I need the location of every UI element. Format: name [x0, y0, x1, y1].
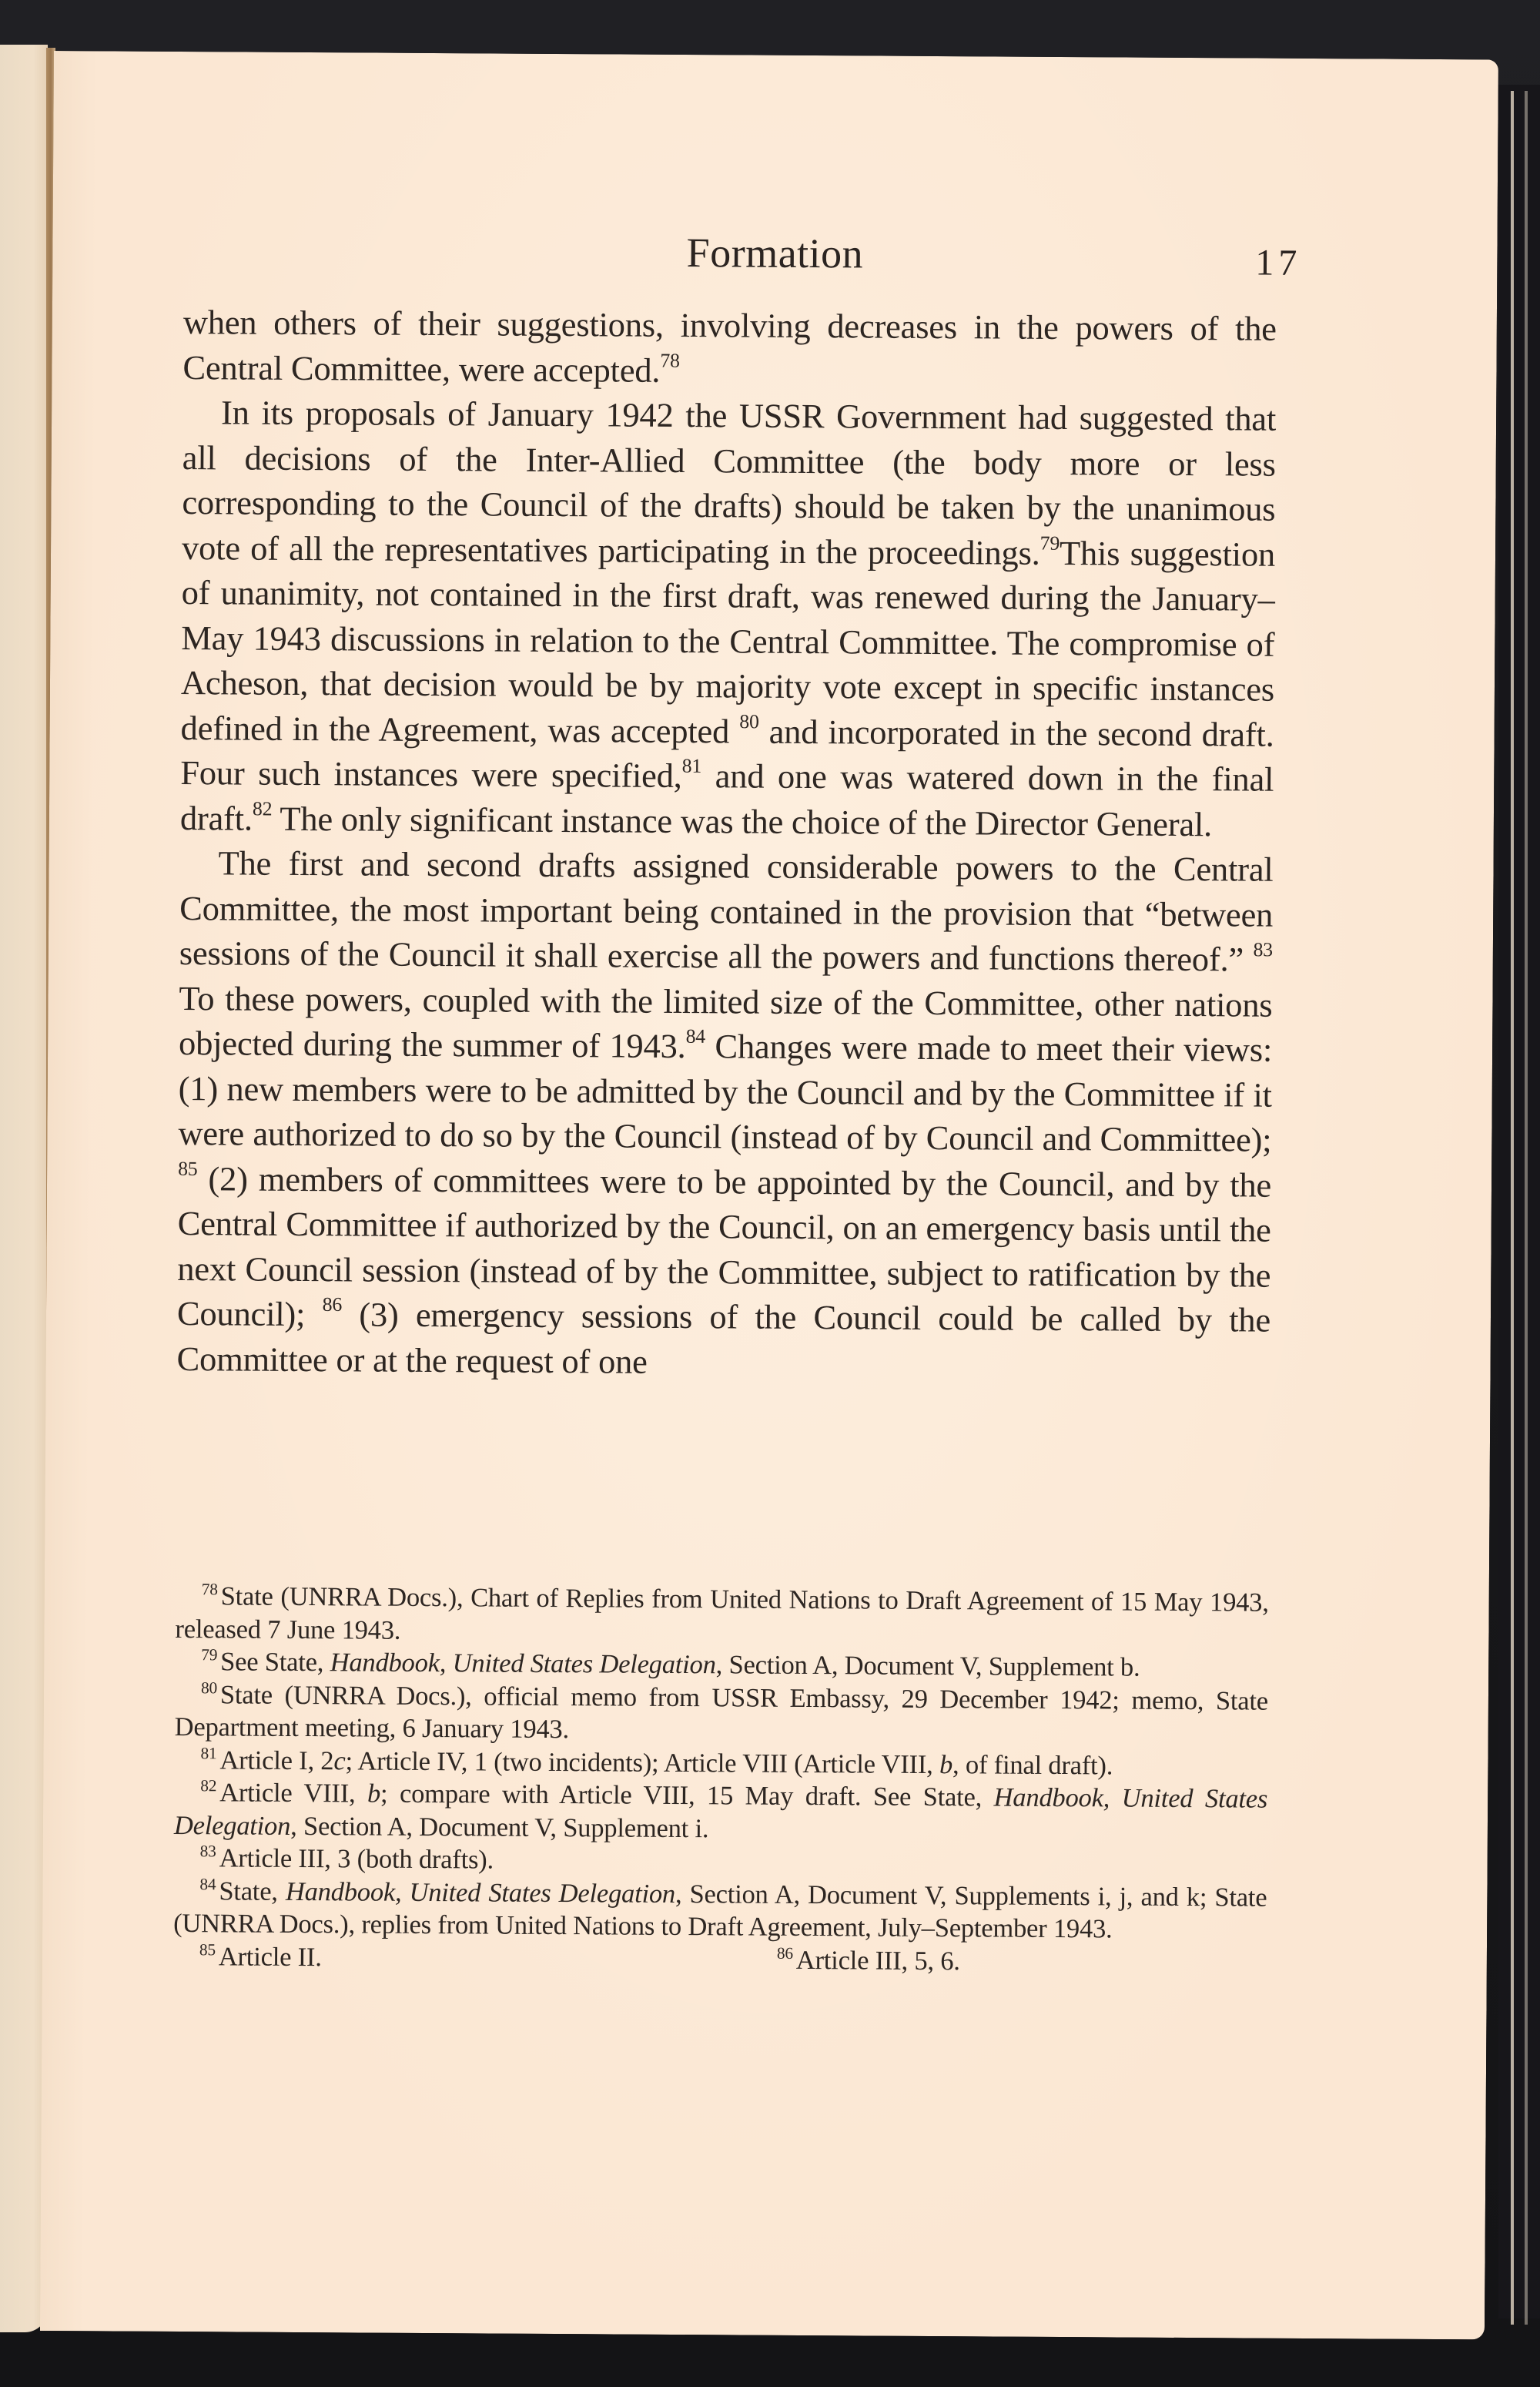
footnote-number: 79	[201, 1645, 218, 1665]
footnote-number: 84	[199, 1874, 216, 1894]
paragraph-text: In its proposals of January 1942 the USSR Government had suggested that all decisions of the Inter-Allied Committee (the body more or less corresponding to the Council of the drafts) should be taken by the unanimous vote of all the representatives participating in the proceedings.	[181, 393, 1277, 572]
footnote-number: 80	[200, 1678, 218, 1698]
footnote-citation-title: Handbook, United States Delegation	[285, 1876, 676, 1909]
footnote-italic: c	[333, 1745, 346, 1775]
footnote-number: 82	[200, 1776, 217, 1795]
footnote-text: Article III, 3 (both drafts).	[219, 1843, 494, 1875]
paragraph-text: The only significant instance was the choice of the Director General.	[272, 799, 1213, 843]
footnote-text: State (UNRRA Docs.), Chart of Replies from United Nations to Draft Agreement of 15 May 1943, released 7 June 1943.	[175, 1581, 1269, 1645]
footnote-text: State,	[219, 1876, 286, 1906]
footnotes-section	[173, 1580, 1269, 1980]
footnote-82	[174, 1776, 1267, 1849]
footnote-italic: b	[939, 1749, 953, 1779]
footnote-ref[interactable]: 85	[178, 1157, 198, 1180]
footnote-85	[173, 1939, 322, 1973]
footnote-80	[175, 1678, 1268, 1750]
paragraph-text: (3) emergency sessions of the Council could be called by the Committee or at the request of one	[176, 1295, 1271, 1381]
page-stack-edge	[1511, 91, 1514, 2325]
page-number: 17	[1255, 242, 1302, 283]
paragraph	[180, 390, 1277, 847]
footnote-text: State (UNRRA Docs.), official memo from USSR Embassy, 29 December 1942; memo, State Department meeting, 6 January 1943.	[174, 1679, 1269, 1745]
facing-page-edge	[0, 45, 48, 2332]
footnote-ref[interactable]: 79	[1040, 531, 1060, 555]
paragraph-text: This suggestion of unanimity, not contained in the first draft, was renewed during the January–May 1943 discussions in relation to the Central Committee. The compromise of Acheson, that decision would be by majority vote except in specific instances defined in the Agreement, was accepted	[180, 533, 1276, 750]
footnote-text: , Section A, Document V, Supplement b.	[715, 1650, 1140, 1682]
footnote-text: Article III, 5, 6.	[795, 1945, 960, 1976]
footnote-text: ; compare with Article VIII, 15 May draft. See State,	[380, 1779, 994, 1812]
footnote-row-85-86	[173, 1939, 1267, 1979]
footnote-citation-title: Handbook, United States Delegation	[173, 1782, 1268, 1841]
footnote-italic: b	[367, 1779, 381, 1809]
footnote-text: Article I, 2	[219, 1745, 334, 1775]
paragraph-text: To these powers, coupled with the limited size of the Committee, other nations objected during the summer of 1943.	[178, 978, 1273, 1066]
footnote-ref[interactable]: 82	[252, 796, 273, 820]
footnote-ref[interactable]: 81	[681, 754, 702, 777]
footnote-ref[interactable]: 78	[660, 348, 680, 372]
book-page	[40, 51, 1498, 2339]
footnote-84	[173, 1874, 1267, 1946]
paragraph-text: and one was watered down in the final draft.	[179, 756, 1274, 838]
footnote-text: , Section A, Document V, Supplement i.	[290, 1811, 709, 1843]
footnote-number: 85	[199, 1939, 216, 1959]
paragraph	[176, 840, 1273, 1388]
book-cover-edge	[1498, 85, 1540, 2318]
footnote-ref[interactable]: 83	[1253, 938, 1273, 961]
footnote-text: ; Article IV, 1 (two incidents); Article VIII (Article VIII,	[345, 1745, 940, 1779]
footnote-text: , Section A, Document V, Supplements i, j, and k; State (UNRRA Docs.), replies from United Nations to Draft Agreement, July–September 1943.	[173, 1879, 1267, 1944]
paragraph	[182, 300, 1277, 397]
footnote-number: 78	[201, 1580, 218, 1599]
footnote-number: 86	[776, 1943, 793, 1963]
footnote-78	[175, 1580, 1268, 1652]
footnote-ref[interactable]: 86	[322, 1292, 343, 1316]
body-text	[176, 300, 1277, 1388]
footnote-number: 83	[199, 1842, 216, 1861]
footnote-86	[751, 1943, 960, 1977]
footnote-ref[interactable]: 80	[739, 709, 759, 733]
footnote-text: Article VIII,	[219, 1778, 368, 1809]
footnote-citation-title: Handbook, United States Delegation	[330, 1648, 716, 1680]
paragraph-text: Changes were made to meet their views: (1) new members were to be admitted by the Council and by the Committee if it were authorized to do so by the Council (instead of by Council and Committee);	[178, 1027, 1273, 1159]
footnote-ref[interactable]: 84	[685, 1024, 706, 1048]
running-head: Formation	[686, 230, 864, 277]
page-stack-edge	[1525, 91, 1528, 2325]
paragraph-text: (2) members of committees were to be appointed by the Council, and by the Central Committee if authorized by the Council, on an emergency basis until the next Council session (instead of by the Committee, subject to ratification by the Council);	[176, 1158, 1272, 1334]
paragraph-text: and incorporated in the second draft. Four such instances were specified,	[180, 712, 1274, 795]
paragraph-text: The first and second drafts assigned considerable powers to the Central Committee, the most important being contained in the provision that “between sessions of the Council it shall exercise all the powers and functions thereof.”	[179, 843, 1274, 979]
footnote-text: , of final draft).	[952, 1749, 1113, 1780]
footnote-number: 81	[200, 1743, 217, 1763]
footnote-text: See State,	[220, 1647, 330, 1678]
paragraph-text: when others of their suggestions, involving decreases in the powers of the Central Committee, were accepted.	[182, 303, 1277, 390]
footnote-text: Article II.	[218, 1941, 322, 1972]
